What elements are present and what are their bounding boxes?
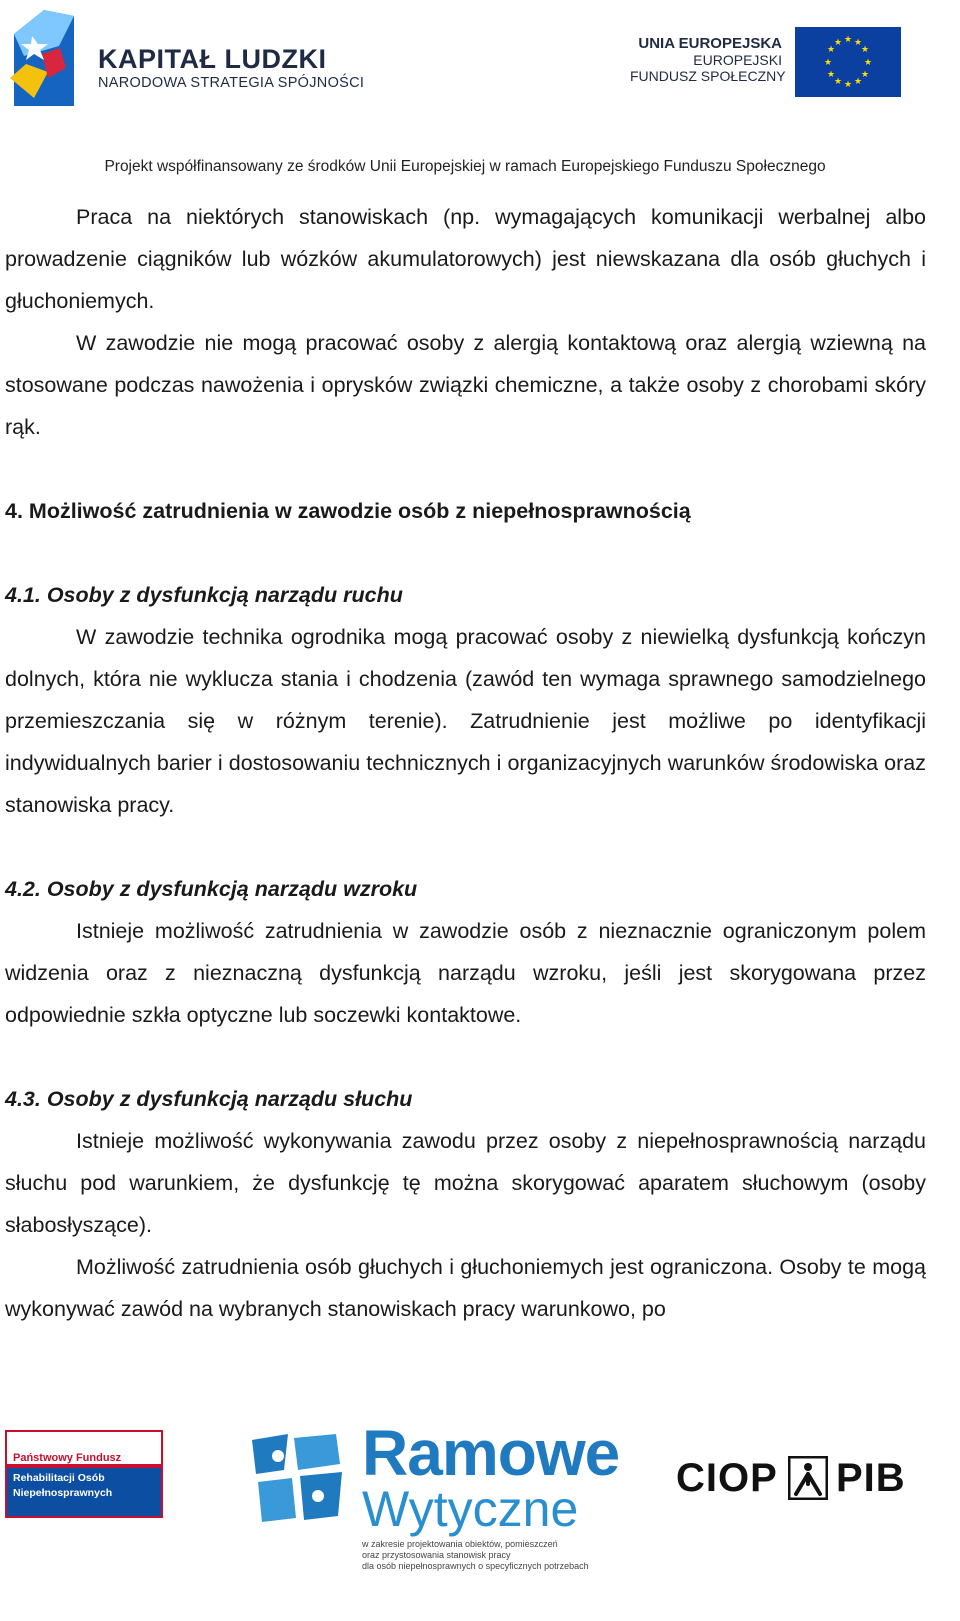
eu-line-2: EUROPEJSKI [693,52,782,68]
paragraph-6: Możliwość zatrudnienia osób głuchych i głuchoniemych jest ograniczona. Osoby te mogą wykonywać zawód na wybranych stanowiskach pracy warunkowo, po [5,1255,926,1321]
kapital-ludzki-name: KAPITAŁ LUDZKI [98,44,327,74]
section-heading-4-3: 4.3. Osoby z dysfunkcją narządu słuchu [5,1087,413,1111]
svg-text:★: ★ [860,45,870,55]
eu-line-3: FUNDUSZ SPOŁECZNY [630,68,786,84]
eu-flag-logo [795,27,901,97]
ciop-pib-logo [788,1456,828,1500]
svg-text:★: ★ [826,70,836,80]
kapital-ludzki-subtitle: NARODOWA STRATEGIA SPÓJNOŚCI [98,75,365,91]
svg-text:★: ★ [826,45,836,55]
paragraph-3: W zawodzie technika ogrodnika mogą pracować osoby z niewielką dysfunkcją kończyn dolnych, która nie wyklucza stania i chodzenia (zawód ten wymaga sprawnego samodzielnego przemieszczania się w różnym terenie). Zatrudnienie jest możliwe po identyfikacji indywidualnych barier i dostosowaniu technicznych i organizacyjnych warunków środowiska oraz stanowiska pracy. [5,625,926,817]
svg-text:★: ★ [853,77,863,87]
document-body [5,196,926,1330]
rw-subtitle-line-3: dla osób niepełnosprawnych o specyficznych potrzebach [362,1561,589,1571]
svg-text:★: ★ [860,70,870,80]
svg-text:★: ★ [833,38,843,48]
rw-subtitle-line-1: w zakresie projektowania obiektów, pomieszczeń [362,1539,558,1549]
svg-text:★: ★ [833,77,843,87]
kapital-ludzki-logo [4,6,84,116]
pfron-logo [5,1430,163,1518]
svg-text:★: ★ [853,38,863,48]
ramowe-wytyczne-subtitle [362,1539,589,1572]
cofinancing-note: Projekt współfinansowany ze środków Unii Europejskiej w ramach Europejskiego Funduszu Społecznego [104,158,826,175]
svg-text:★: ★ [843,80,853,90]
pfron-line-1: Państwowy Fundusz [13,1452,122,1464]
pib-text: PIB [836,1456,906,1500]
paragraph-4: Istnieje możliwość zatrudnienia w zawodzie osób z nieznacznie ograniczonym polem widzenia oraz z nieznaczną dysfunkcją narządu wzroku, jeśli jest skorygowana przez odpowiednie szkła optyczne lub soczewki kontaktowe. [5,919,926,1027]
paragraph-2: W zawodzie nie mogą pracować osoby z alergią kontaktową oraz alergią wziewną na stosowane podczas nawożenia i oprysków związki chemiczne, a także osoby z chorobami skóry rąk. [5,331,926,439]
ciop-text: CIOP [676,1456,778,1500]
section-heading-4-1: 4.1. Osoby z dysfunkcją narządu ruchu [5,583,403,607]
section-heading-4: 4. Możliwość zatrudnienia w zawodzie osób z niepełnosprawnością [5,499,691,523]
section-heading-4-2: 4.2. Osoby z dysfunkcją narządu wzroku [5,877,418,901]
paragraph-5: Istnieje możliwość wykonywania zawodu przez osoby z niepełnosprawnością narządu słuchu pod warunkiem, że dysfunkcję tę można skorygować aparatem słuchowym (osoby słabosłyszące). [5,1129,926,1237]
ramowe-wytyczne-title-1: Ramowe [362,1417,620,1489]
ramowe-wytyczne-icon [248,1430,346,1525]
svg-text:★: ★ [863,58,873,68]
eu-fund-label [630,35,786,84]
svg-text:★: ★ [823,58,833,68]
pfron-line-3: Niepełnosprawnych [13,1487,113,1499]
ramowe-wytyczne-title-2: Wytyczne [362,1481,579,1537]
paragraph-1: Praca na niektórych stanowiskach (np. wymagających komunikacji werbalnej albo prowadzenie ciągników lub wózków akumulatorowych) jest niewskazana dla osób głuchych i głuchoniemych. [5,205,926,313]
pfron-line-2: Rehabilitacji Osób [13,1472,105,1484]
eu-title: UNIA EUROPEJSKA [638,35,782,52]
svg-text:★: ★ [843,35,853,45]
rw-subtitle-line-2: oraz przystosowania stanowisk pracy [362,1550,511,1560]
